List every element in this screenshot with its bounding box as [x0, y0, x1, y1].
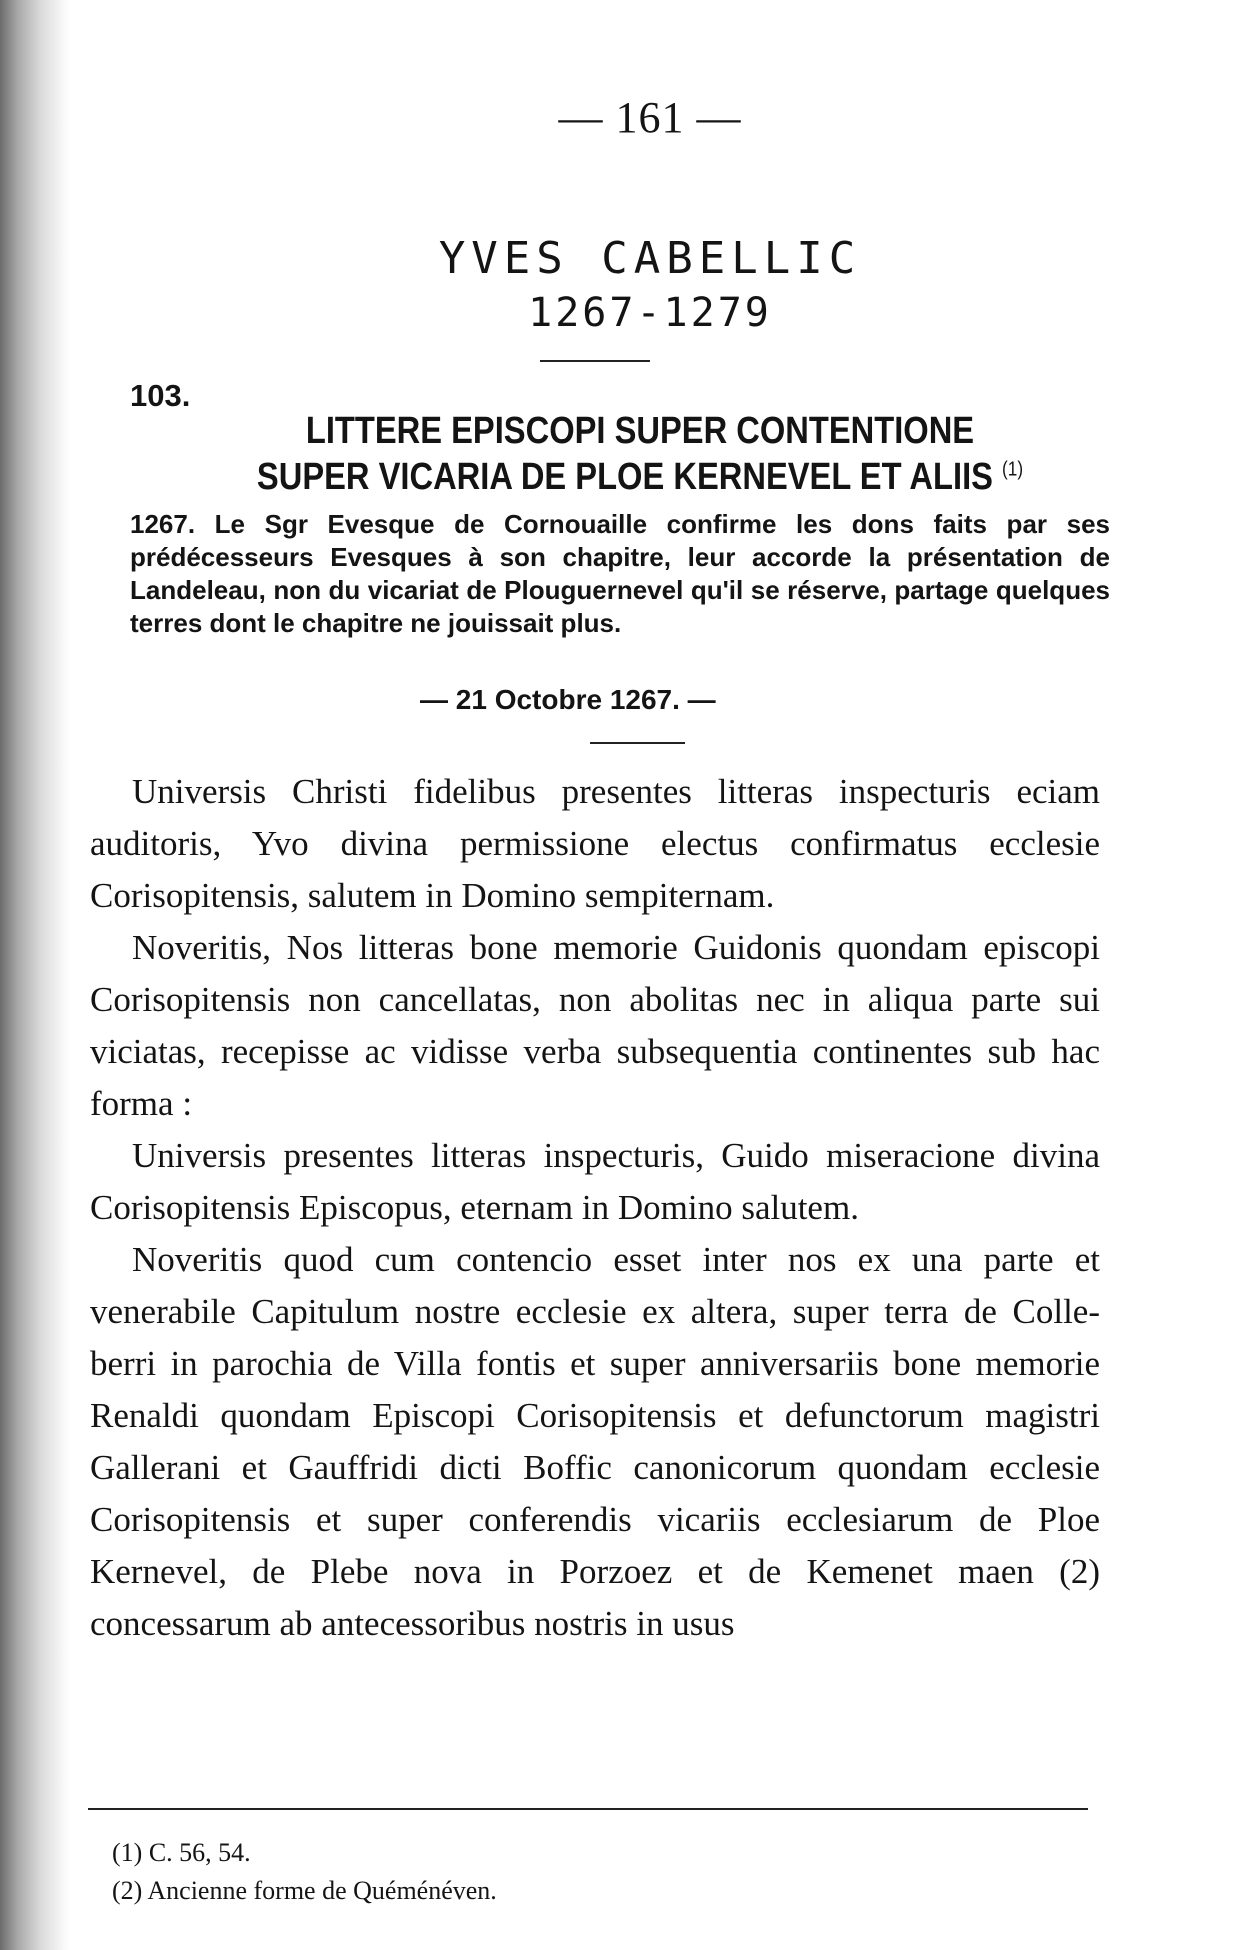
body-paragraph-2: Noveritis, Nos litteras bone memorie Guidonis quondam episcopi Corisopitensis non cancellatas, non abolitas nec in aliqua parte sui viciatas, recepisse ac vidisse verba subsequentia continentes sub hac forma : — [90, 928, 1100, 1123]
footnote-1: (1) C. 56, 54. — [112, 1838, 251, 1867]
summary-divider — [590, 742, 685, 744]
body-paragraph-3: Universis presentes litteras inspecturis, Guido miseracione divina Corisopitensis Episcopus, eternam in Domino salutem. — [90, 1136, 1100, 1227]
charter-date: — 21 Octobre 1267. — — [420, 684, 716, 715]
author-heading: YVES CABELLIC — [438, 233, 862, 284]
charter-summary: 1267. Le Sgr Evesque de Cornouaille confirme les dons faits par ses prédécesseurs Evesques à son chapitre, leur accorde la présentation de Landeleau, non du vicariat de Plouguernevel qu'il se réserve, partage quelques terres dont le chapitre ne jouissait plus. — [130, 509, 1110, 638]
body-paragraph-4: Noveritis quod cum contencio esset inter nos ex una parte et venerabile Capitulum nostre ecclesie ex altera, super terra de Colle-berri in parochia de Villa fontis et super anniversariis bone memorie Renaldi quondam Episcopi Corisopitensis et defunctorum magistri Gallerani et Gauffridi dicti Boffic canonicorum quondam ecclesie Corisopitensis et super conferendis vicariis ecclesiarum de Ploe Kernevel, de Plebe nova in Porzoez et de Kemenet maen (2) concessarum ab antecessoribus nostris in usus — [90, 1240, 1100, 1643]
charter-number: 103. — [130, 378, 191, 413]
footnotes — [112, 1834, 497, 1910]
charter-title-line1-text: LITTERE EPISCOPI SUPER CONTENTIONE — [305, 410, 975, 452]
footnote-2: (2) Ancienne forme de Quéménéven. — [112, 1876, 497, 1905]
footnote-ref-1: (1) — [1002, 458, 1024, 481]
charter-title-line2-text: SUPER VICARIA DE PLOE KERNEVEL ET ALIIS — [256, 456, 993, 498]
body-paragraph-1: Universis Christi fidelibus presentes litteras inspecturis eciam auditoris, Yvo divina permissione electus confirmatus ecclesie Corisopitensis, salutem in Domino sempiternam. — [90, 772, 1100, 915]
charter-title-line1 — [193, 410, 1087, 453]
page-number: — 161 — — [558, 93, 742, 142]
footnote-divider — [88, 1808, 1088, 1810]
charter-body — [90, 766, 1100, 1650]
years-heading: 1267-1279 — [528, 290, 772, 336]
charter-title-line2 — [193, 456, 1087, 499]
heading-divider — [540, 360, 650, 362]
